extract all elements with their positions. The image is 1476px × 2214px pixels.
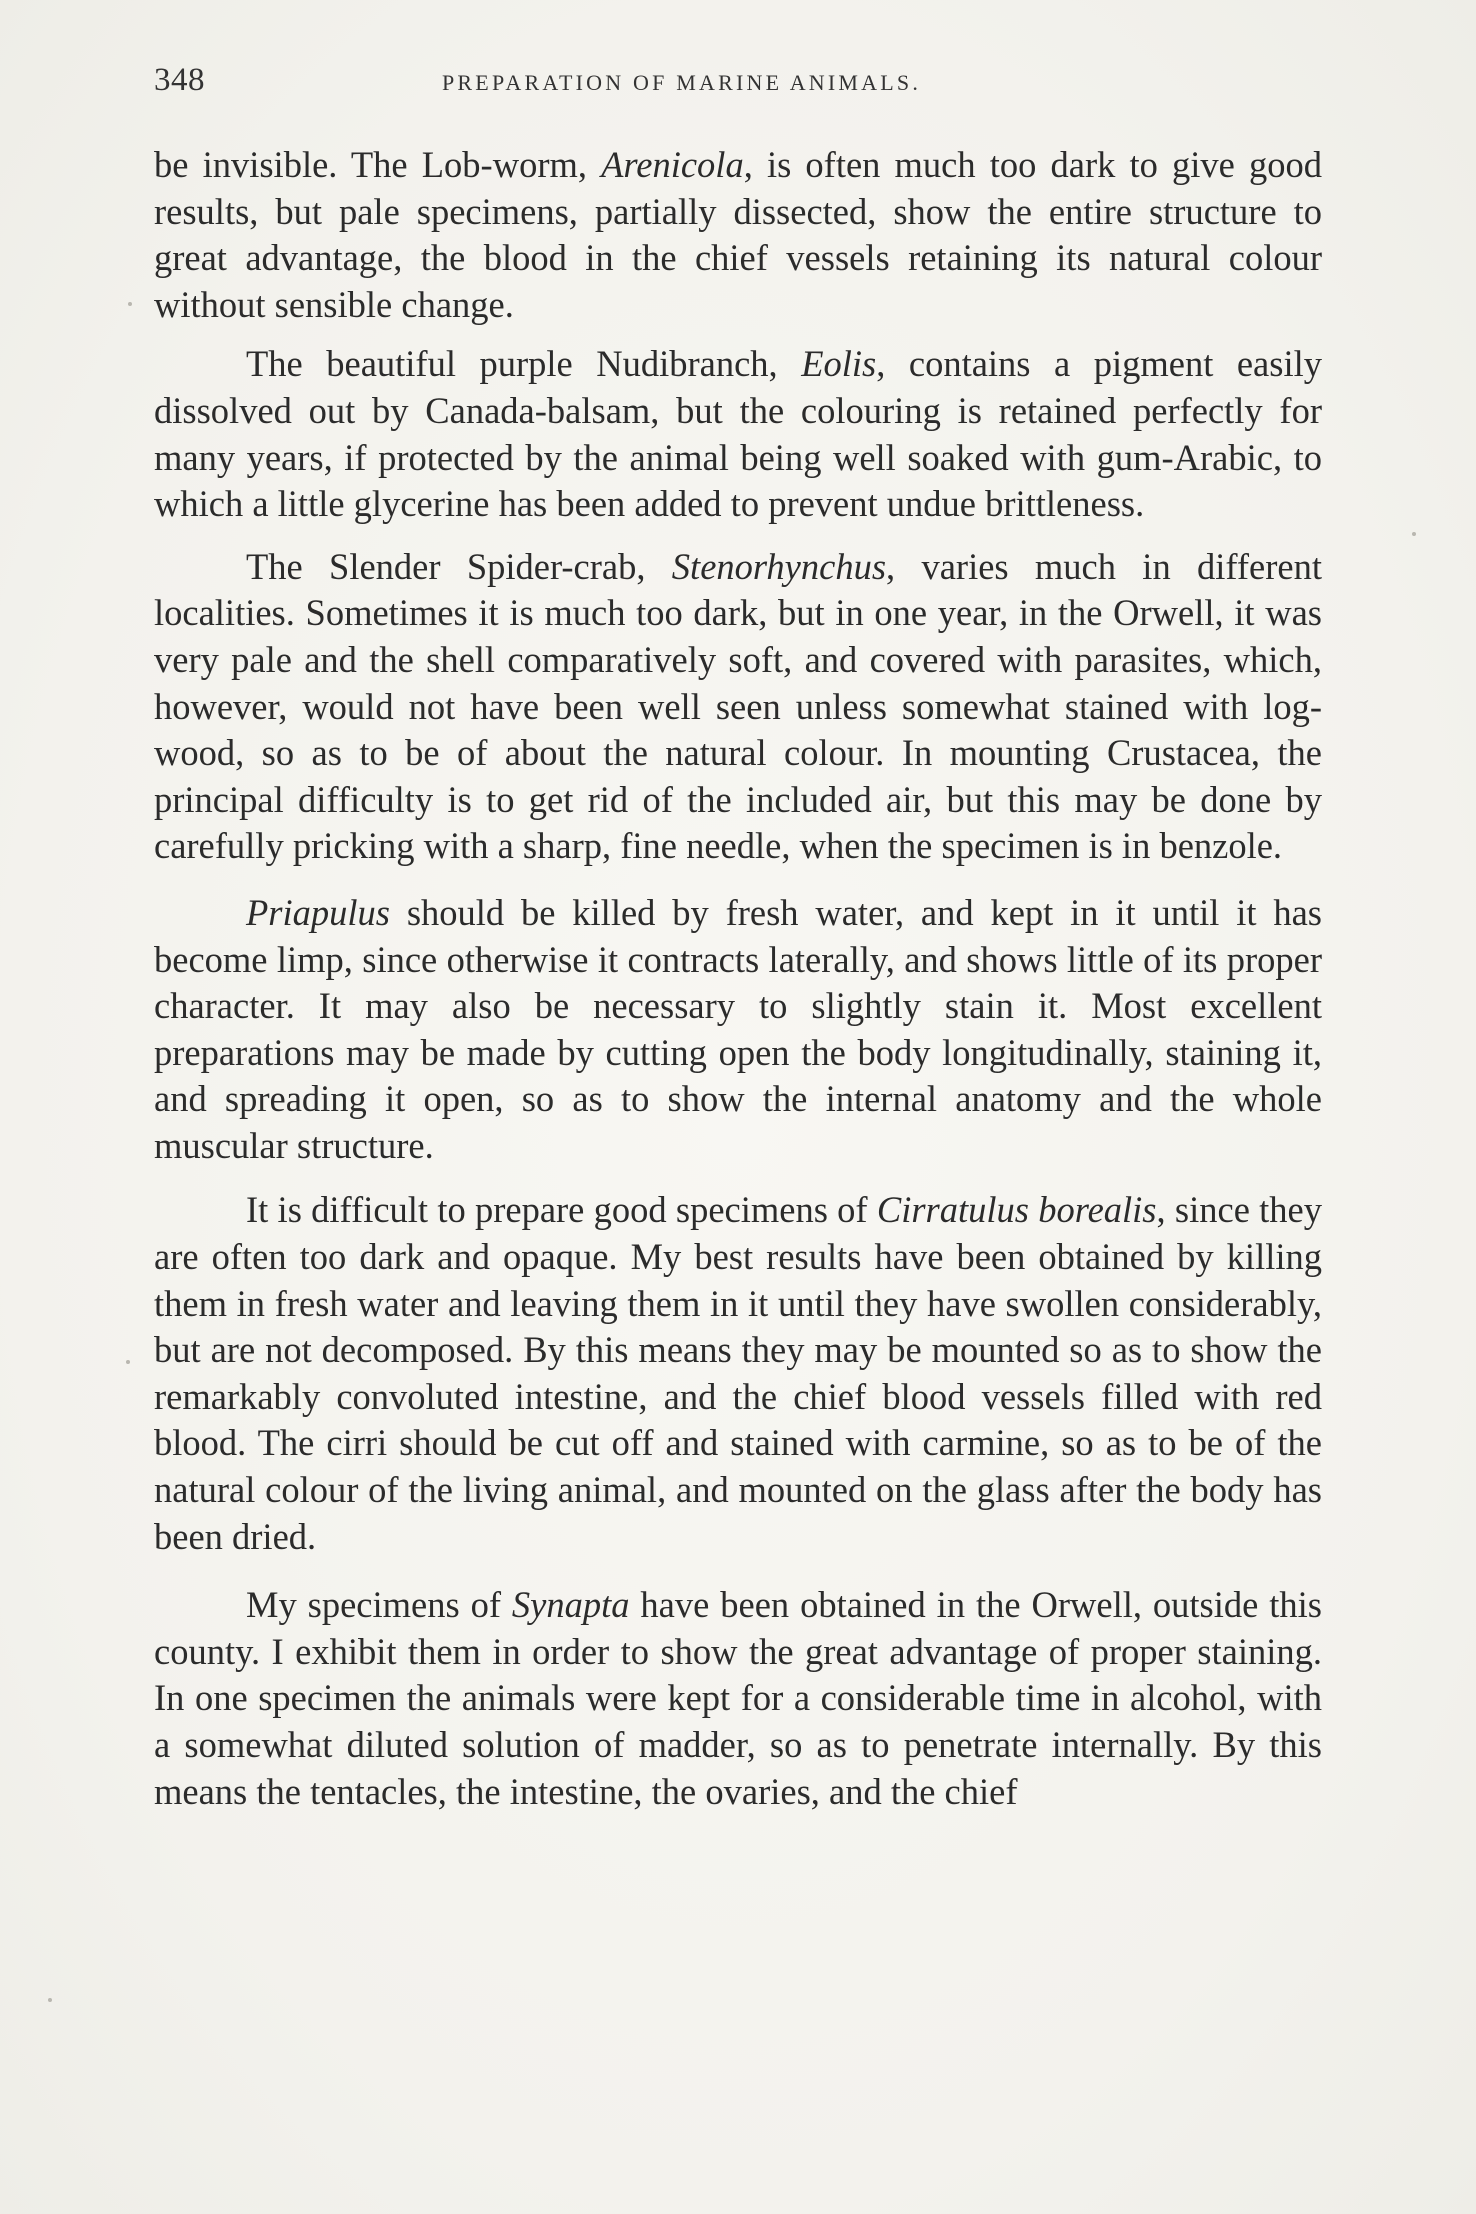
- taxon-name: Priapulus: [246, 891, 390, 933]
- paragraph-lob-worm: [154, 142, 1322, 328]
- page-number: 348: [154, 62, 205, 98]
- paragraph-nudibranch: [154, 341, 1322, 527]
- text-segment: The beautiful purple Nudibranch,: [246, 343, 802, 385]
- paper-speck: [128, 302, 132, 306]
- paper-speck: [1412, 532, 1416, 536]
- body-text: [154, 142, 1322, 1815]
- text-segment: , varies much in different localities. Sometimes it is much too dark, but in one year, in the Orwell, it was very pale and the shell comparatively soft, and covered with parasites, which, however, would not have been well seen unless somewhat stained with log-wood, so as to be of about the natural colour. In mounting Crustacea, the principal difficulty is to get rid of the included air, but this may be done by carefully pricking with a sharp, fine needle, when the specimen is in benzole.: [154, 545, 1322, 867]
- paragraph-spider-crab: [154, 544, 1322, 870]
- text-segment: It is difficult to prepare good specimens of: [246, 1189, 877, 1231]
- text-segment: , is often much too dark to give good results, but pale specimens, partially dissected, show the entire structure to great advantage, the blood in the chief vessels retaining its natural colour without sensible change.: [154, 144, 1322, 325]
- text-segment: should be killed by fresh water, and kept in it until it has become limp, since otherwise it contracts laterally, and shows little of its proper character. It may also be necessary to slightly stain it. Most excellent preparations may be made by cutting open the body longitudinally, staining it, and spreading it open, so as to show the internal anatomy and the whole muscular structure.: [154, 891, 1322, 1166]
- taxon-name: Eolis: [801, 343, 877, 385]
- text-segment: have been obtained in the Orwell, outside this county. I exhibit them in order to show the great advantage of proper staining. In one specimen the animals were kept for a considerable time in alcohol, with a somewhat diluted solution of madder, so as to penetrate internally. By this means the tentacles, the intestine, the ovaries, and the chief: [154, 1584, 1322, 1812]
- paragraph-synapta: [154, 1582, 1322, 1815]
- paper-speck: [48, 1998, 52, 2002]
- paragraph-priapulus: [154, 890, 1322, 1170]
- paragraph-cirratulus: [154, 1187, 1322, 1560]
- text-segment: My specimens of: [246, 1584, 512, 1626]
- taxon-name: Synapta: [511, 1584, 630, 1626]
- text-segment: The Slender Spider-crab,: [246, 545, 672, 587]
- taxon-name: Stenorhynchus: [671, 545, 887, 587]
- taxon-name: Arenicola: [601, 144, 744, 185]
- paper-speck: [126, 1360, 130, 1364]
- running-head: PREPARATION OF MARINE ANIMALS.: [442, 70, 922, 95]
- text-segment: , contains a pigment easily dissolved out by Canada-balsam, but the colouring is retained perfectly for many years, if protected by the animal being well soaked with gum-Arabic, to which a little glycerine has been added to prevent undue brittleness.: [154, 343, 1322, 525]
- text-segment: , since they are often too dark and opaque. My best results have been obtained by killing them in fresh water and leaving them in it until they have swollen considerably, but are not decomposed. By this means they may be mounted so as to show the remarkably convoluted intestine, and the chief blood vessels filled with red blood. The cirri should be cut off and stained with carmine, so as to be of the natural colour of the living animal, and mounted on the glass after the body has been dried.: [154, 1189, 1322, 1557]
- page-header: [154, 62, 1324, 112]
- taxon-name: Cirratulus borealis: [876, 1189, 1157, 1231]
- text-segment: be invisible. The Lob-worm,: [154, 144, 602, 185]
